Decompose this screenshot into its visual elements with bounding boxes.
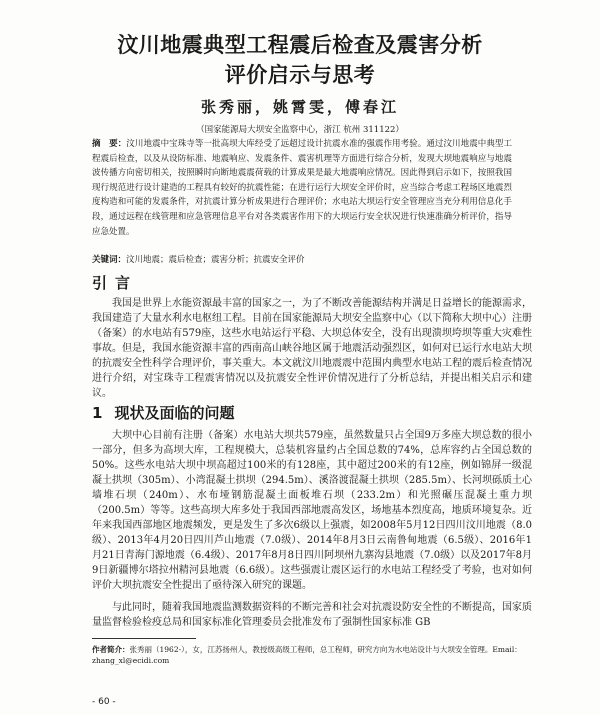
page-number: - 60 - — [92, 697, 116, 707]
keywords — [92, 254, 512, 267]
intro-heading: 引言 — [92, 274, 139, 292]
section-1-paragraph-1: 大坝中心目前有注册（备案）水电站大坝共579座，虽然数量只占全国9万多座大坝总数的很小一部分，但多为高坝大库，工程规模大，总装机容量约占全国总数的74%，总库容约占全国总数的50%。这些水电站大坝中坝高超过100米的有128座，其中超过200米的有12座，例如锦屏一级混凝土拱坝（305m）、小湾混凝土拱坝（294.5m）、溪洛渡混凝土拱坝（285.5m）、长河坝砾质土心墙堆石坝（240m）、水布垭钢筋混凝土面板堆石坝（233.2m）和光照碾压混凝土重力坝（200.5m）等等。这些高坝大库多处于我国西部地震高发区，场地基本烈度高，地质环境复杂。近年来我国西部地区地震频发，更是发生了多次6级以上强震，如2008年5月12日四川汶川地震（8.0级）、2013年4月20日四川芦山地震（7.0级）、2014年8月3日云南鲁甸地震（6.5级）、2016年1月21日青海门源地震（6.4级）、2017年8月8日四川阿坝州九寨沟县地震（7.0级）以及2017年8月9日新疆博尔塔拉州精河县地震（6.6级）。这些强震让震区运行的水电站工程经受了考验，也对如何评价大坝抗震安全性提出了亟待深入研究的课题。 — [92, 430, 532, 591]
abstract-label: 摘 要： — [92, 139, 127, 149]
affiliation: （国家能源局大坝安全监察中心，浙江 杭州 311122） — [196, 125, 404, 135]
footnote-divider — [92, 638, 196, 639]
abstract — [92, 137, 512, 239]
footnote-label: 作者简介： — [92, 645, 130, 654]
paper-title — [60, 30, 540, 90]
title-line-1: 汶川地震典型工程震后检查及震害分析 — [117, 33, 483, 57]
title-line-2: 评价启示与思考 — [224, 63, 376, 87]
author-list: 张秀丽，姚霄雯，傅春江 — [200, 98, 399, 116]
keywords-text: 汶川地震；震后检查；震害分析；抗震安全评价 — [126, 255, 305, 265]
section-1-title: 现状及面临的问题 — [114, 404, 235, 422]
intro-paragraph: 我国是世界上水能资源最丰富的国家之一，为了不断改善能源结构并满足日益增长的能源需求，我国建造了大量水利水电枢纽工程。目前在国家能源局大坝安全监察中心（以下简称大坝中心）注册（备案）的水电站有579座，这些水电站运行平稳、大坝总体安全，没有出现溃坝垮坝等重大灾难性事故。但是，我国水能资源丰富的西南高山峡谷地区属于地震活动强烈区，如何对已运行水电站大坝的抗震安全性科学合理评价，事关重大。本文就汶川地震震中范围内典型水电站工程的震后检查情况进行介绍，对宝珠寺工程震害情况以及抗震安全性评价情况进行了分析总结，并提出相关启示和建议。 — [92, 298, 532, 399]
section-1-number: 1 — [92, 404, 103, 422]
section-1-heading — [92, 402, 234, 423]
keywords-label: 关键词： — [92, 255, 127, 265]
section-1-paragraph-2: 与此同时，随着我国地震监测数据资料的不断完善和社会对抗震设防安全性的不断提高，国家质量监督检验检疫总局和国家标准化管理委员会批准发布了强制性国家标准 GB — [92, 602, 532, 628]
footnote-text: 张秀丽（1962-），女，江苏扬州人，教授级高级工程师，总工程师，研究方向为水电站设计与大坝安全管理。Email：zhang_xl@ecidi.com — [92, 645, 522, 665]
abstract-text: 汶川地震中宝珠寺等一批高坝大库经受了远超过设计抗震水准的强震作用考验。通过汶川地震中典型工程震后检查，以及从设防标准、地震响应、发震条件、震害机理等方面进行综合分析，发现大坝地震响应与地震波传播方向密切相关，按照瞬时向断地震震荷载的计算成果是最大地震响应情况。因此得到启示如下，按照我国现行规范进行设计建造的工程具有较好的抗震性能；在进行运行大坝安全评价时，应当综合考虑工程场区地震烈度构造和可能的发震条件，对抗震计算分析成果进行合理评价；水电站大坝运行安全管理应当充分利用信息化手段，通过远程在线管理和应急管理信息平台对各类震害作用下的大坝运行安全状况进行快速准确分析评价，指导应急处置。 — [92, 139, 512, 237]
author-footnote — [92, 644, 532, 666]
